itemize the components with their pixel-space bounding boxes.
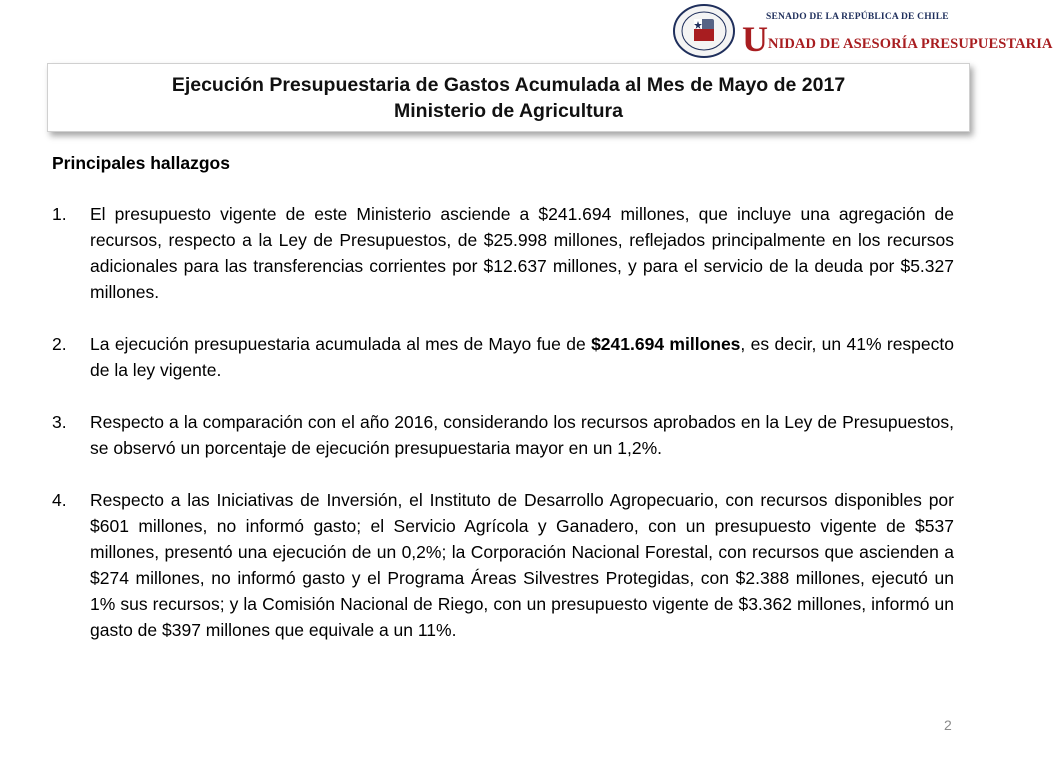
finding-item (52, 487, 954, 643)
finding-number: 3. (52, 412, 67, 432)
page-number: 2 (944, 717, 952, 733)
finding-text (90, 331, 954, 383)
finding-number: 1. (52, 204, 67, 224)
title-box (47, 63, 970, 132)
unit-name-rest: NIDAD DE ASESORÍA PRESUPUESTARIA (768, 36, 1053, 52)
finding-text-part: La ejecución presupuestaria acumulada al mes de Mayo fue de (90, 334, 592, 354)
finding-item (52, 409, 954, 461)
finding-item (52, 201, 954, 305)
findings-content (52, 150, 954, 669)
finding-text: El presupuesto vigente de este Ministerio asciende a $241.694 millones, que incluye una agregación de recursos, respecto a la Ley de Presupuestos, de $25.998 millones, reflejados principalmente en los recursos adicionales para las transferencias corrientes por $12.637 millones, y para el servicio de la deuda por $5.327 millones. (90, 204, 954, 302)
finding-number: 2. (52, 334, 67, 354)
finding-number: 4. (52, 490, 67, 510)
header-brand (742, 12, 1053, 60)
senate-seal-icon (672, 3, 736, 59)
unit-initial: U (742, 19, 768, 59)
finding-item (52, 331, 954, 383)
title-line-2: Ministerio de Agricultura (394, 99, 623, 122)
finding-text: Respecto a las Iniciativas de Inversión, el Instituto de Desarrollo Agropecuario, con recursos disponibles por $601 millones, no informó gasto; el Servicio Agrícola y Ganadero, con un presupuesto vigente de $537 millones, presentó una ejecución de un 0,2%; la Corporación Nacional Forestal, con recursos que ascienden a $274 millones, no informó gasto y el Programa Áreas Silvestres Protegidas, con $2.388 millones, ejecutó un 1% sus recursos; y la Comisión Nacional de Riego, con un presupuesto vigente de $3.362 millones, informó un gasto de $397 millones que equivale a un 11%. (90, 490, 954, 640)
senate-seal-logo (672, 3, 736, 59)
senate-label: SENADO DE LA REPÚBLICA DE CHILE (766, 12, 949, 22)
finding-text: Respecto a la comparación con el año 2016, considerando los recursos aprobados en la Ley de Presupuestos, se observó un porcentaje de ejecución presupuestaria mayor en un 1,2%. (90, 412, 954, 458)
finding-text-part: , es decir, un 41% respecto de la ley vigente. (90, 334, 954, 380)
section-heading: Principales hallazgos (52, 153, 230, 173)
unit-name (742, 18, 1053, 60)
finding-highlight-amount: $241.694 millones (591, 334, 741, 354)
title-line-1: Ejecución Presupuestaria de Gastos Acumulada al Mes de Mayo de 2017 (171, 73, 846, 96)
